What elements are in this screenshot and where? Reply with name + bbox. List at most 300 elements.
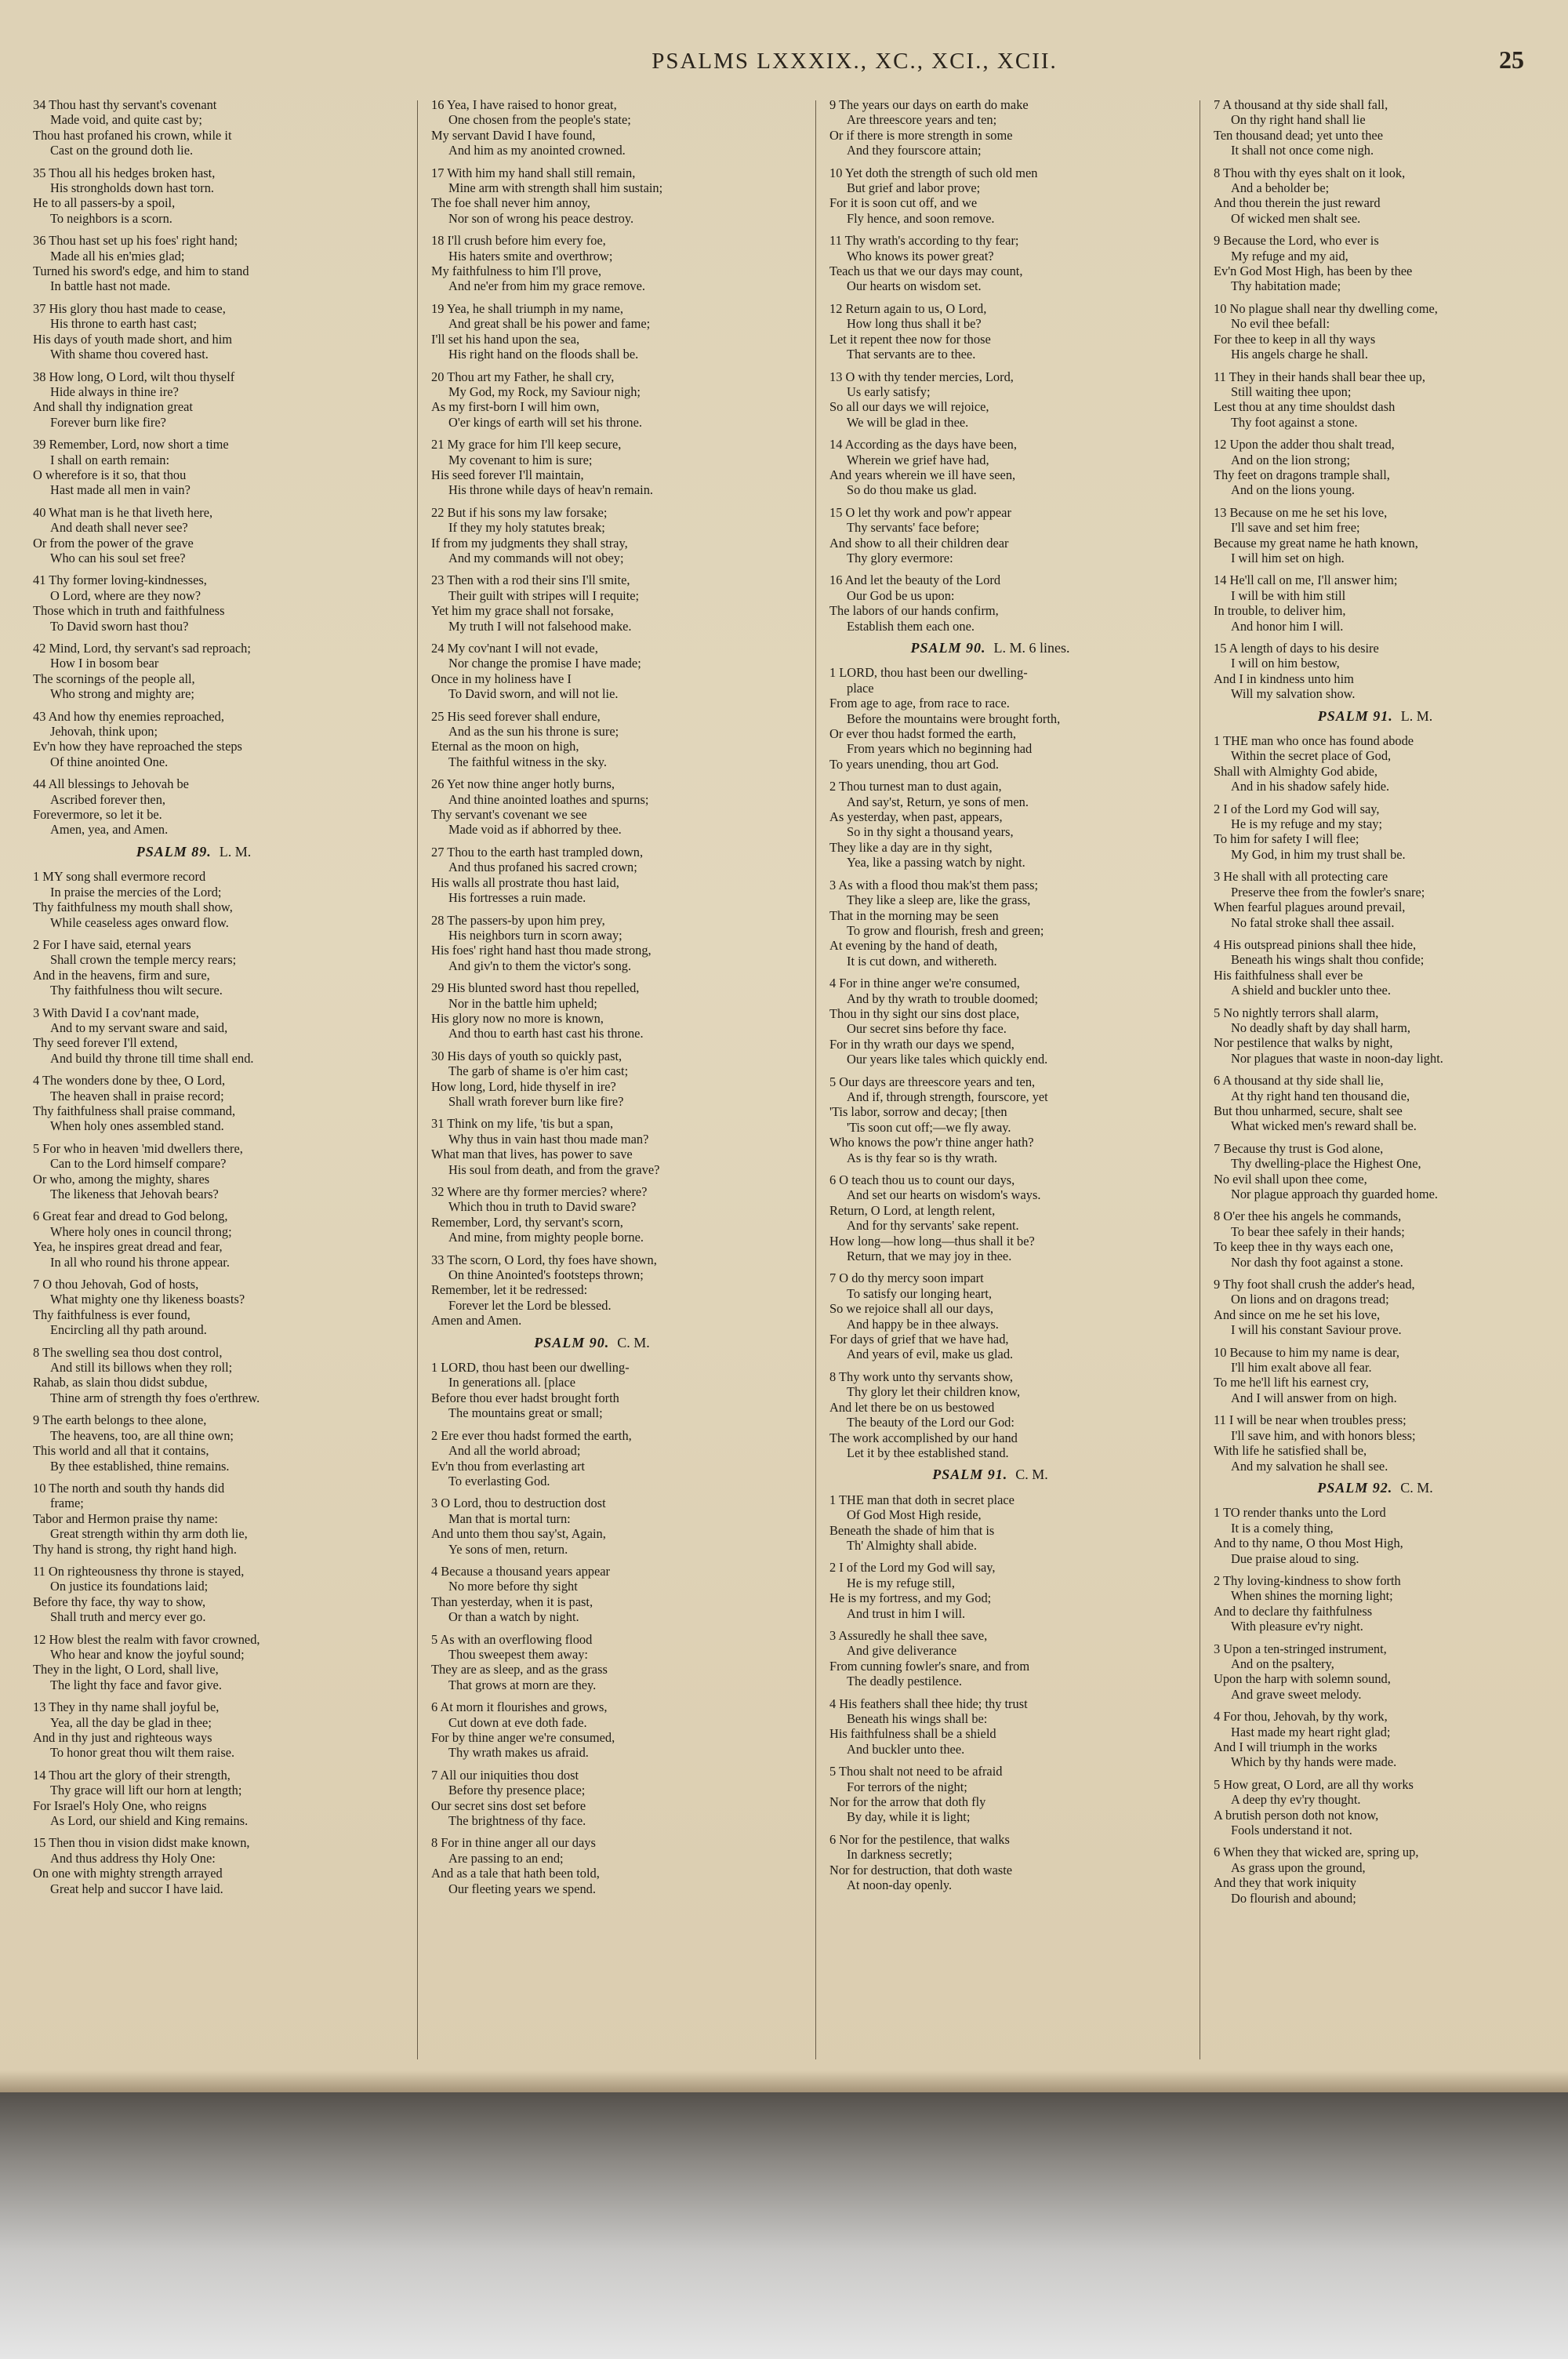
verse-line: Th' Almighty shall abide. xyxy=(847,1537,977,1553)
verse-line: And as a tale that hath been told, xyxy=(431,1866,600,1881)
page-number: 25 xyxy=(1499,45,1524,74)
verse-line: 'Tis labor, sorrow and decay; [then xyxy=(829,1104,1007,1120)
verse-line: Thy servants' face before; xyxy=(847,520,980,536)
verse-line: Who strong and mighty are; xyxy=(50,686,194,702)
verse xyxy=(33,301,354,362)
column-divider xyxy=(815,100,816,2059)
verse-line: By day, while it is light; xyxy=(847,1809,971,1825)
verse-line: Will my salvation show. xyxy=(1231,686,1356,702)
verse-line: Hast made all men in vain? xyxy=(50,482,191,498)
verse-line: 4 For in thine anger we're consumed, xyxy=(829,976,1020,991)
verse-line: 5 No nightly terrors shall alarm, xyxy=(1214,1005,1379,1020)
verse-line: Can to the Lord himself compare? xyxy=(50,1156,227,1172)
verse-line: 15 O let thy work and pow'r appear xyxy=(829,504,1011,520)
verse xyxy=(829,1832,1151,1893)
verse-line: 12 Return again to us, O Lord, xyxy=(829,300,987,316)
verse-line: 11 On righteousness thy throne is stayed, xyxy=(33,1563,245,1579)
verse-line: Made void, and quite cast by; xyxy=(50,112,202,128)
psalm-heading xyxy=(1214,1481,1537,1496)
verse-line: And I will answer from on high. xyxy=(1231,1390,1397,1405)
verse-line: Are passing to an end; xyxy=(448,1850,564,1866)
verse-line: No deadly shaft by day shall harm, xyxy=(1231,1020,1410,1035)
verse-line: How long thus shall it be? xyxy=(847,316,982,332)
verse xyxy=(829,301,1151,362)
verse-line: His strongholds down hast torn. xyxy=(50,180,214,196)
verse-line: 10 Because to him my name is dear, xyxy=(1214,1344,1399,1360)
verse-line: 37 His glory thou hast made to cease, xyxy=(33,300,226,316)
verse-line: 1 LORD, thou hast been our dwelling- xyxy=(829,665,1028,681)
verse-line: On lions and on dragons tread; xyxy=(1231,1292,1389,1307)
verse-line: At evening by the hand of death, xyxy=(829,938,998,954)
verse-line: Hide always in thine ire? xyxy=(50,383,179,399)
verse-line: To bear thee safely in their hands; xyxy=(1231,1223,1405,1239)
psalm-title: PSALM 92. xyxy=(1317,1479,1393,1496)
verse-line: From cunning fowler's snare, and from xyxy=(829,1658,1030,1674)
psalm-heading xyxy=(829,641,1151,656)
verse-line: His soul from death, and from the grave? xyxy=(448,1161,660,1177)
verse-line: Remember, Lord, thy servant's scorn, xyxy=(431,1214,623,1230)
verse xyxy=(431,641,753,702)
verse xyxy=(33,1209,354,1270)
verse xyxy=(33,165,354,227)
verse-line: Hast made my heart right glad; xyxy=(1231,1724,1391,1739)
verse-line: In darkness secretly; xyxy=(847,1847,953,1863)
verse xyxy=(33,1768,354,1829)
verse-line: His neighbors turn in scorn away; xyxy=(448,927,622,943)
verse-line: I'll save and set him free; xyxy=(1231,520,1360,536)
verse xyxy=(33,1073,354,1134)
psalm-title: PSALM 90. xyxy=(534,1334,610,1350)
verse-line: 32 Where are thy former mercies? where? xyxy=(431,1184,648,1199)
verse-line: To David sworn, and will not lie. xyxy=(448,686,619,702)
verse-line: The likeness that Jehovah bears? xyxy=(50,1187,219,1201)
verse-line: The mountains great or small; xyxy=(448,1405,603,1421)
verse-line: Return, O Lord, at length relent, xyxy=(829,1202,996,1218)
page-header-title: PSALMS LXXXIX., XC., XCI., XCII. xyxy=(652,49,1058,74)
verse-line: And say'st, Return, ye sons of men. xyxy=(847,794,1029,809)
psalm-title: PSALM 90. xyxy=(910,640,986,656)
verse xyxy=(33,1005,354,1067)
verse-line: If from my judgments they shall stray, xyxy=(431,535,628,551)
verse-line: So in thy sight a thousand years, xyxy=(847,824,1014,840)
verse-line: How I in bosom bear xyxy=(50,656,159,671)
verse-line: Wherein we grief have had, xyxy=(847,452,989,467)
verse-line: Us early satisfy; xyxy=(847,383,931,399)
verse-line: 27 Thou to the earth hast trampled down, xyxy=(431,844,644,860)
verse-line: Nor change the promise I have made; xyxy=(448,656,641,671)
page-bottom-edge xyxy=(0,2070,1568,2092)
verse-line: 19 Yea, he shall triumph in my name, xyxy=(431,300,623,316)
verse-line: They like a sleep are, like the grass, xyxy=(847,892,1031,908)
verse-line: 12 How blest the realm with favor crowned, xyxy=(33,1631,260,1647)
verse-line: Due praise aloud to sing. xyxy=(1231,1550,1359,1566)
verse xyxy=(431,709,753,770)
verse-line: But thou unharmed, secure, shalt see xyxy=(1214,1103,1403,1118)
verse xyxy=(1214,1345,1537,1406)
verse-line: Thou sweepest them away: xyxy=(448,1646,588,1662)
verse-line: No fatal stroke shall thee assail. xyxy=(1231,914,1395,930)
verse-line: Thy grace will lift our horn at length; xyxy=(50,1783,242,1798)
verse-line: Or if there is more strength in some xyxy=(829,127,1013,143)
verse-line: The garb of shame is o'er him cast; xyxy=(448,1063,629,1079)
verse xyxy=(33,1699,354,1761)
verse xyxy=(829,665,1151,772)
verse-line: And to my servant sware and said, xyxy=(50,1020,228,1035)
verse-line: To him for safety I will flee; xyxy=(1214,831,1359,847)
verse-line: It is cut down, and withereth. xyxy=(847,953,997,969)
verse-line: 3 O Lord, thou to destruction dost xyxy=(431,1496,606,1511)
verse-line: The heavens, too, are all thine own; xyxy=(50,1427,234,1443)
verse xyxy=(431,1184,753,1245)
verse-line: I will him set on high. xyxy=(1231,550,1345,565)
verse xyxy=(1214,97,1537,158)
verse-line: Their guilt with stripes will I requite; xyxy=(448,587,640,603)
verse-line: The scornings of the people all, xyxy=(33,671,195,686)
text-column-1 xyxy=(33,97,354,1903)
verse-line: Shall with Almighty God abide, xyxy=(1214,763,1377,779)
verse-line: 7 Because thy trust is God alone, xyxy=(1214,1140,1384,1156)
verse-line: And years wherein we ill have seen, xyxy=(829,467,1016,482)
verse-line: Mine arm with strength shall him sustain; xyxy=(448,180,663,196)
verse-line: Thou hast profaned his crown, while it xyxy=(33,127,232,143)
verse xyxy=(431,1835,753,1896)
verse-line: Than yesterday, when it is past, xyxy=(431,1594,593,1609)
verse xyxy=(1214,369,1537,431)
verse-line: His days of youth made short, and him xyxy=(33,331,233,347)
verse-line: 6 When they that wicked are, spring up, xyxy=(1214,1845,1419,1860)
verse-line: 4 His feathers shall thee hide; thy trust xyxy=(829,1696,1028,1711)
verse-line: Or ever thou hadst formed the earth, xyxy=(829,726,1017,742)
column-divider xyxy=(417,100,418,2059)
verse-line: Forever let the Lord be blessed. xyxy=(448,1297,612,1313)
verse xyxy=(33,1412,354,1474)
verse-line: 15 Then thou in vision didst make known, xyxy=(33,1835,250,1851)
verse xyxy=(431,97,753,158)
verse-line: And if, through strength, fourscore, yet xyxy=(847,1089,1048,1104)
verse xyxy=(431,980,753,1041)
verse xyxy=(431,1116,753,1177)
verse xyxy=(1214,1709,1537,1770)
verse xyxy=(1214,641,1537,702)
verse-line: And show to all their children dear xyxy=(829,535,1009,551)
verse-line: And trust in him I will. xyxy=(847,1605,966,1621)
verse-line: frame; xyxy=(50,1496,84,1511)
verse-line: And thou therein the just reward xyxy=(1214,195,1381,211)
verse-line: He is my fortress, and my God; xyxy=(829,1590,992,1606)
verse-line: And happy be in thee always. xyxy=(847,1316,999,1332)
verse-line: On thine Anointed's footsteps thrown; xyxy=(448,1267,644,1283)
verse-line: To years unending, thou art God. xyxy=(829,756,999,772)
verse-line: The faithful witness in the sky. xyxy=(448,754,607,769)
verse-line: Nor plagues that waste in noon-day light. xyxy=(1231,1050,1443,1066)
verse-line: I shall on earth remain: xyxy=(50,452,170,467)
verse-line: Made void as if abhorred by thee. xyxy=(448,822,622,838)
verse-line: 6 Great fear and dread to God belong, xyxy=(33,1209,228,1224)
verse-line: 1 MY song shall evermore record xyxy=(33,869,206,885)
verse xyxy=(829,97,1151,158)
verse xyxy=(431,1252,753,1329)
verse-line: One chosen from the people's state; xyxy=(448,112,631,128)
verse-line: For in thy wrath our days we spend, xyxy=(829,1036,1014,1052)
verse-line: No evil shall upon thee come, xyxy=(1214,1171,1367,1187)
verse-line: 2 I of the Lord my God will say, xyxy=(829,1560,996,1576)
verse-line: 9 Thy foot shall crush the adder's head, xyxy=(1214,1277,1415,1292)
verse-line: Thy faithfulness my mouth shall show, xyxy=(33,900,233,915)
verse-line: This world and all that it contains, xyxy=(33,1443,209,1459)
verse-line: And set our hearts on wisdom's ways. xyxy=(847,1187,1041,1203)
verse-line: We will be glad in thee. xyxy=(847,414,969,430)
verse-line: 9 Because the Lord, who ever is xyxy=(1214,233,1379,249)
verse xyxy=(829,1074,1151,1165)
verse-line: At noon-day openly. xyxy=(847,1877,953,1893)
verse xyxy=(431,301,753,362)
verse-line: 31 Think on my life, 'tis but a span, xyxy=(431,1116,614,1132)
verse xyxy=(829,1628,1151,1689)
verse-line: 3 He shall with all protecting care xyxy=(1214,869,1388,885)
verse-line: 15 A length of days to his desire xyxy=(1214,641,1379,656)
verse-line: To keep thee in thy ways each one, xyxy=(1214,1239,1394,1255)
verse-line: And ne'er from him my grace remove. xyxy=(448,278,645,294)
verse-line: When shines the morning light; xyxy=(1231,1588,1393,1604)
verse-line: To satisfy our longing heart, xyxy=(847,1285,993,1301)
verse xyxy=(1214,437,1537,498)
verse-line: Why thus in vain hast thou made man? xyxy=(448,1131,649,1147)
verse xyxy=(1214,733,1537,794)
verse-line: His throne while days of heav'n remain. xyxy=(448,482,654,498)
verse xyxy=(1214,1777,1537,1838)
verse xyxy=(829,1172,1151,1263)
verse-line: Once in my holiness have I xyxy=(431,671,572,686)
verse-line: That in the morning may be seen xyxy=(829,907,999,923)
verse xyxy=(829,369,1151,431)
verse-line: I will be with him still xyxy=(1231,587,1346,603)
verse-line: The labors of our hands confirm, xyxy=(829,603,999,619)
verse-line: To grow and flourish, fresh and green; xyxy=(847,922,1044,938)
verse-line: Thy faithfulness is ever found, xyxy=(33,1307,191,1322)
verse-line: Amen and Amen. xyxy=(431,1313,522,1329)
verse-line: Before the mountains were brought forth, xyxy=(847,711,1061,726)
verse xyxy=(431,1632,753,1693)
verse-line: My refuge and my aid, xyxy=(1231,248,1348,264)
verse-line: Jehovah, think upon; xyxy=(50,724,158,740)
verse-line: And give deliverance xyxy=(847,1643,957,1659)
verse-line: 1 THE man that doth in secret place xyxy=(829,1492,1014,1507)
verse-line: Yet him my grace shall not forsake, xyxy=(431,603,614,619)
verse-line: And thou to earth hast cast his throne. xyxy=(448,1026,644,1041)
verse-line: My covenant to him is sure; xyxy=(448,452,593,467)
verse-line: 14 Thou art the glory of their strength, xyxy=(33,1767,230,1783)
verse-line: As is thy fear so is thy wrath. xyxy=(847,1150,998,1165)
verse xyxy=(431,437,753,498)
verse xyxy=(33,1835,354,1896)
verse-line: And great shall be his power and fame; xyxy=(448,316,651,332)
verse xyxy=(431,845,753,906)
verse-line: So we rejoice shall all our days, xyxy=(829,1301,993,1317)
verse-line: Those which in truth and faithfulness xyxy=(33,603,225,619)
verse-line: 33 The scorn, O Lord, thy foes have shown, xyxy=(431,1252,657,1267)
verse-line: 10 No plague shall near thy dwelling come, xyxy=(1214,300,1438,316)
verse-line: 28 The passers-by upon him prey, xyxy=(431,912,605,928)
verse xyxy=(1214,937,1537,998)
verse-line: And they that work iniquity xyxy=(1214,1875,1357,1891)
verse-line: Lest thou at any time shouldst dash xyxy=(1214,399,1396,415)
verse-line: Of God Most High reside, xyxy=(847,1507,982,1523)
verse-line: Nor for destruction, that doth waste xyxy=(829,1862,1013,1877)
verse-line: Encircling all thy path around. xyxy=(50,1322,207,1338)
verse-line: Establish them each one. xyxy=(847,618,975,634)
verse-line: Our fleeting years we spend. xyxy=(448,1881,596,1896)
verse xyxy=(33,1564,354,1625)
verse-line: 23 Then with a rod their sins I'll smite, xyxy=(431,572,630,588)
verse-line: Or who, among the mighty, shares xyxy=(33,1171,210,1187)
verse-line: My truth I will not falsehood make. xyxy=(448,618,632,634)
verse-line: And on the lion strong; xyxy=(1231,452,1351,467)
verse-line: That grows at morn are they. xyxy=(448,1677,597,1692)
verse-line: A shield and buckler unto thee. xyxy=(1231,983,1391,998)
verse-line: How long—how long—thus shall it be? xyxy=(829,1233,1035,1249)
verse-line: And thine anointed loathes and spurns; xyxy=(448,791,649,807)
verse-line: Yea, all the day be glad in thee; xyxy=(50,1714,212,1730)
verse-line: It is a comely thing, xyxy=(1231,1520,1334,1536)
verse-line: Ev'n how they have reproached the steps xyxy=(33,739,242,754)
verse xyxy=(33,437,354,498)
verse-line: 13 They in thy name shall joyful be, xyxy=(33,1699,220,1715)
verse-line: 9 The years our days on earth do make xyxy=(829,97,1029,112)
verse-line: 44 All blessings to Jehovah be xyxy=(33,776,189,792)
verse-line: 7 O thou Jehovah, God of hosts, xyxy=(33,1277,199,1292)
verse-line: Of thine anointed One. xyxy=(50,754,169,769)
scan-backdrop xyxy=(0,2092,1568,2359)
verse xyxy=(431,1564,753,1625)
verse-line: 26 Yet now thine anger hotly burns, xyxy=(431,776,615,792)
verse-line: Beneath the shade of him that is xyxy=(829,1522,995,1538)
verse-line: 13 O with thy tender mercies, Lord, xyxy=(829,369,1014,384)
verse xyxy=(33,709,354,770)
verse-line: Our hearts on wisdom set. xyxy=(847,278,982,294)
verse-line: In generations all. [place xyxy=(448,1375,576,1390)
verse-line: As Lord, our shield and King remains. xyxy=(50,1813,249,1829)
verse-line: And all the world abroad; xyxy=(448,1443,581,1459)
verse-line: Within the secret place of God, xyxy=(1231,748,1392,764)
verse-line: His throne to earth hast cast; xyxy=(50,316,198,332)
verse-line: 38 How long, O Lord, wilt thou thyself xyxy=(33,369,235,384)
verse-line: 2 For I have said, eternal years xyxy=(33,936,191,952)
verse-line: Yea, like a passing watch by night. xyxy=(847,855,1025,871)
verse-line: And my commands will not obey; xyxy=(448,550,624,565)
text-column-4 xyxy=(1214,97,1537,1913)
verse-line: Thy foot against a stone. xyxy=(1231,414,1358,430)
psalm-meter: C. M. xyxy=(617,1334,650,1350)
verse-line: 10 Yet doth the strength of such old men xyxy=(829,165,1038,180)
verse xyxy=(829,505,1151,566)
verse xyxy=(1214,801,1537,863)
verse-line: 11 They in their hands shall bear thee up, xyxy=(1214,369,1425,384)
verse-line: 10 The north and south thy hands did xyxy=(33,1480,225,1496)
verse-line: And since on me he set his love, xyxy=(1214,1307,1381,1322)
verse-line: So all our days we will rejoice, xyxy=(829,399,989,415)
verse-line: Of wicked men shalt see. xyxy=(1231,210,1361,226)
verse xyxy=(829,233,1151,294)
verse-line: Return, that we may joy in thee. xyxy=(847,1249,1012,1264)
verse-line: 2 Thou turnest man to dust again, xyxy=(829,779,1002,794)
verse-line: Nor pestilence that walks by night, xyxy=(1214,1035,1393,1051)
verse-line: His faithfulness shall ever be xyxy=(1214,967,1363,983)
verse-line: But grief and labor prove; xyxy=(847,180,981,196)
verse xyxy=(33,937,354,998)
verse-line: Or from the power of the grave xyxy=(33,535,194,551)
psalm-meter: L. M. 6 lines. xyxy=(993,640,1070,656)
verse-line: Our years like tales which quickly end. xyxy=(847,1052,1048,1067)
verse xyxy=(431,1768,753,1829)
verse-line: Forevermore, so let it be. xyxy=(33,807,162,823)
verse-line: In all who round his throne appear. xyxy=(50,1254,230,1270)
verse-line: 18 I'll crush before him every foe, xyxy=(431,233,606,249)
verse-line: On one with mighty strength arrayed xyxy=(33,1866,223,1881)
verse xyxy=(33,1277,354,1338)
verse-line: Do flourish and abound; xyxy=(1231,1890,1356,1906)
verse-line: Rahab, as slain thou didst subdue, xyxy=(33,1375,208,1390)
verse xyxy=(33,97,354,158)
verse-line: His right hand on the floods shall be. xyxy=(448,347,639,362)
verse-line: Remember, let it be redressed: xyxy=(431,1282,588,1298)
verse-line: 30 His days of youth so quickly past, xyxy=(431,1048,622,1063)
verse-line: Who can his soul set free? xyxy=(50,550,186,565)
verse-line: When fearful plagues around prevail, xyxy=(1214,900,1406,915)
verse-line: What wicked men's reward shall be. xyxy=(1231,1118,1417,1134)
psalm-title: PSALM 91. xyxy=(932,1467,1008,1483)
verse-line: 42 Mind, Lord, thy servant's sad reproach; xyxy=(33,641,251,656)
verse xyxy=(829,1492,1151,1554)
verse-line: 7 O do thy mercy soon impart xyxy=(829,1270,984,1286)
verse-line: Yea, he inspires great dread and fear, xyxy=(33,1239,223,1255)
verse-line: 40 What man is he that liveth here, xyxy=(33,504,213,520)
verse-line: The beauty of the Lord our God: xyxy=(847,1415,1014,1430)
verse xyxy=(1214,1412,1537,1474)
verse-line: And to thy name, O thou Most High, xyxy=(1214,1536,1403,1551)
verse-line: Nor for the arrow that doth fly xyxy=(829,1794,986,1810)
verse-line: 3 Assuredly he shall thee save, xyxy=(829,1627,988,1643)
verse-line: 39 Remember, Lord, now short a time xyxy=(33,437,229,453)
verse xyxy=(431,1496,753,1557)
verse xyxy=(33,233,354,294)
verse-line: Ev'n God Most High, has been by thee xyxy=(1214,264,1413,279)
verse-line: And grave sweet melody. xyxy=(1231,1686,1362,1702)
verse xyxy=(33,1481,354,1557)
verse-line: And as the sun his throne is sure; xyxy=(448,724,619,740)
verse xyxy=(1214,165,1537,227)
verse-line: 13 Because on me he set his love, xyxy=(1214,504,1388,520)
verse-line: For terrors of the night; xyxy=(847,1779,967,1794)
verse-line: 8 For in thine anger all our days xyxy=(431,1835,596,1851)
verse-line: And unto them thou say'st, Again, xyxy=(431,1526,606,1542)
verse-line: Amen, yea, and Amen. xyxy=(50,822,169,838)
verse-line: So do thou make us glad. xyxy=(847,482,977,498)
verse-line: His seed forever I'll maintain, xyxy=(431,467,584,482)
verse-line: Ye sons of men, return. xyxy=(448,1541,568,1557)
verse-line: 8 Thou with thy eyes shalt on it look, xyxy=(1214,165,1406,180)
verse-line: I'll set his hand upon the sea, xyxy=(431,331,580,347)
verse-line: The heaven shall in praise record; xyxy=(50,1088,224,1103)
verse-line: Thou in thy sight our sins dost place, xyxy=(829,1005,1020,1021)
verse-line: I will on him bestow, xyxy=(1231,656,1340,671)
verse-line: In praise the mercies of the Lord; xyxy=(50,884,222,900)
verse xyxy=(33,1141,354,1202)
verse xyxy=(33,869,354,930)
verse-line: His walls all prostrate thou hast laid, xyxy=(431,874,619,890)
verse-line: And thus profaned his sacred crown; xyxy=(448,860,637,875)
verse-line: And on the lions young. xyxy=(1231,482,1355,498)
verse-line: I'll save him, and with honors bless; xyxy=(1231,1427,1416,1443)
